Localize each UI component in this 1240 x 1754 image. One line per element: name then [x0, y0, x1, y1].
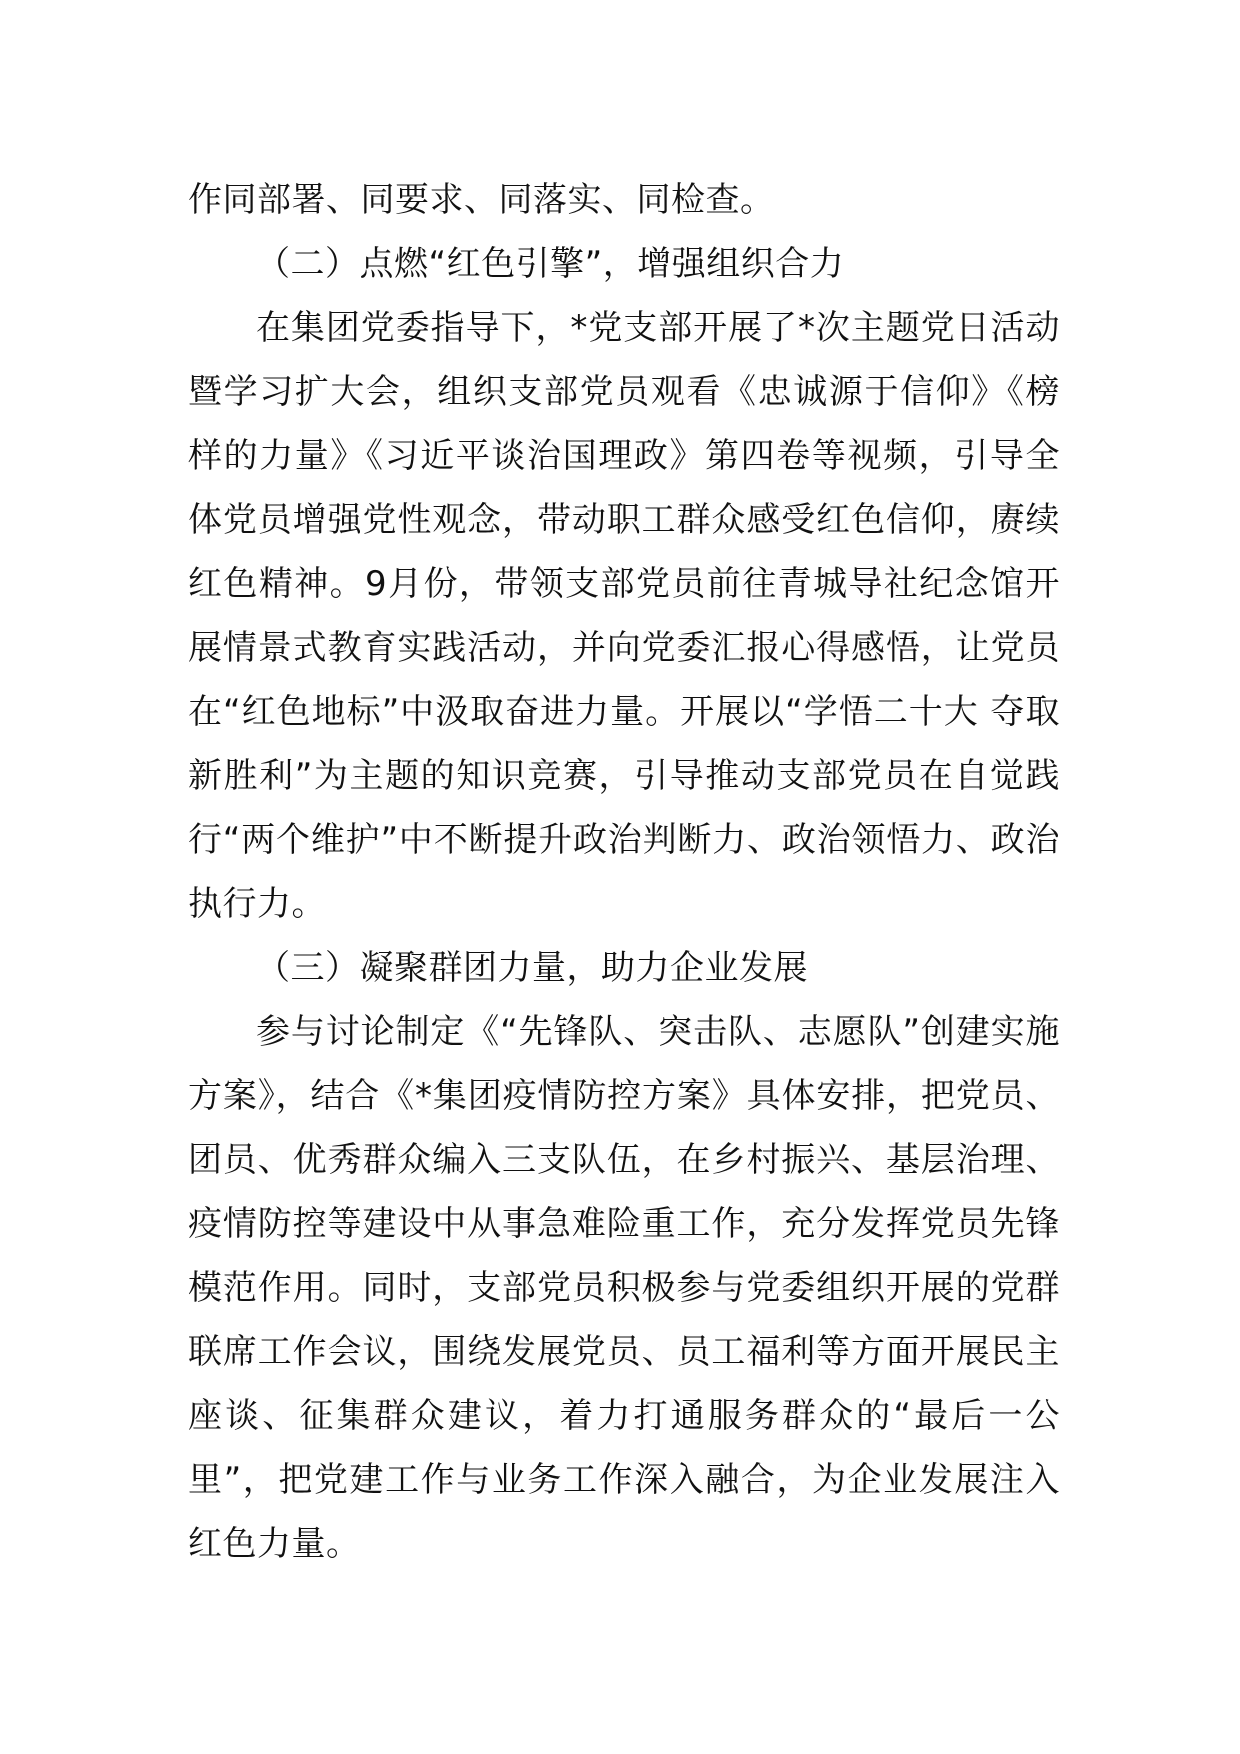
paragraph-continuation: 作同部署、同要求、同落实、同检查。	[188, 180, 775, 220]
section-heading-2: （二）点燃“红色引擎”，增强组织合力	[256, 244, 845, 284]
paragraph-section-3: 参与讨论制定《“先锋队、突击队、志愿队”创建实施方案》，结合《*集团疫情防控方案》具体安排，把党员、团员、优秀群众编入三支队伍，在乡村振兴、基层治理、疫情防控等建设中从事急难险重工作，充分发挥党员先锋模范作用。同时，支部党员积极参与党委组织开展的党群联席工作会议，围绕发展党员、员工福利等方面开展民主座谈、征集群众建议，着力打通服务群众的“最后一公里”，把党建工作与业务工作深入融合，为企业发展注入红色力量。	[188, 1012, 1060, 1564]
paragraph-section-2: 在集团党委指导下，*党支部开展了*次主题党日活动暨学习扩大会，组织支部党员观看《忠诚源于信仰》《榜样的力量》《习近平谈治国理政》第四卷等视频，引导全体党员增强党性观念，带动职工群众感受红色信仰，赓续红色精神。9月份，带领支部党员前往青城导社纪念馆开展情景式教育实践活动，并向党委汇报心得感悟，让党员在“红色地标”中汲取奋进力量。开展以“学悟二十大 夺取新胜利”为主题的知识竞赛，引导推动支部党员在自觉践行“两个维护”中不断提升政治判断力、政治领悟力、政治执行力。	[188, 308, 1060, 924]
document-body	[188, 168, 1060, 1576]
section-heading-3: （三）凝聚群团力量，助力企业发展	[256, 948, 808, 988]
